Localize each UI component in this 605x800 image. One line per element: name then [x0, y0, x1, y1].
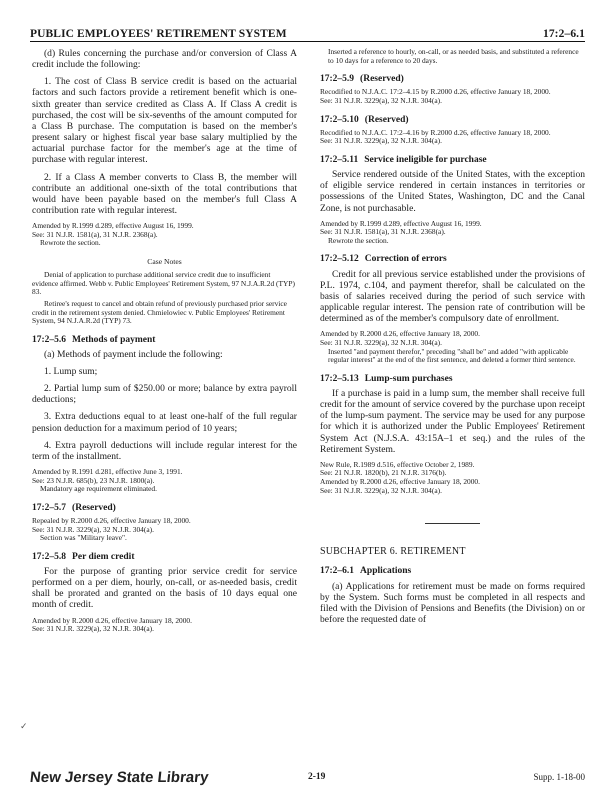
history-line: Amended by R.2000 d.26, effective January 18, 2000. [320, 477, 480, 487]
section-title: Methods of payment [72, 334, 156, 345]
section-title: (Reserved) [360, 74, 404, 85]
section-number: 17:2–5.9 [320, 74, 355, 85]
history-line: See: 31 N.J.R. 3229(a), 32 N.J.R. 304(a). [320, 485, 442, 495]
history-line: Section was "Military leave". [40, 533, 127, 543]
rule-item-1: 1. The cost of Class B service credit is based on the actuarial factors and such factors provide a retirement benefit which is one-sixth greater than service credited as Class A. If Class A credit is purchased, the cost will be six-sevenths of the amount computed for a Class B purchase. The computation is based on the member's present salary or highest fiscal year base salary multiplied by the actuarial purchase factor for the member's age at the time of purchase with regular interest. [32, 76, 297, 166]
history-note [320, 461, 585, 495]
list-item: 2. Partial lump sum of $250.00 or more; balance by extra payroll deductions; [32, 383, 297, 406]
subchapter-heading: SUBCHAPTER 6. RETIREMENT [320, 546, 466, 558]
paragraph: If a purchase is paid in a lump sum, the member shall receive full credit for the amount of service covered by the purchase upon receipt of the lump-sum payment. The service may be used for any purpose for which it is authorized under the Public Employees' Retirement System Act (N.J.S.A. 43:15A–1 et seq.) and the rules of the Retirement System. [320, 387, 585, 455]
history-line: Recodified to N.J.A.C. 17:2–4.15 by R.2000 d.26, effective January 18, 2000. [320, 87, 551, 97]
history-line: Amended by R.2000 d.26, effective January 18, 2000. [320, 329, 480, 339]
paragraph: Credit for all previous service established under the provisions of P.L. 1974, c.104, and payment therefor, shall be calculated on the basis of salaries received during the period of such service with applicable regular interest. The pension rate of contribution will be determined as of the member's compulsory date of enrollment. [320, 268, 585, 325]
section-heading [320, 74, 585, 85]
history-line: Amended by R.1999 d.289, effective August 16, 1999. [320, 218, 482, 228]
section-title: (Reserved) [364, 114, 409, 125]
section-heading [32, 335, 297, 346]
history-line: Amended by R.1991 d.281, effective June 3, 1991. [32, 467, 183, 477]
history-line: Mandatory age requirement eliminated. [40, 484, 157, 494]
history-line: See: 31 N.J.R. 3229(a), 32 N.J.R. 304(a). [32, 624, 154, 634]
list-item: 4. Extra payroll deductions will include regular interest for the term of the installment. [32, 439, 297, 462]
history-line: See: 31 N.J.R. 3229(a), 32 N.J.R. 304(a). [32, 524, 154, 534]
history-line: Recodified to N.J.A.C. 17:2–4.16 by R.2000 d.26, effective January 18, 2000. [320, 127, 551, 137]
case-notes-title: Case Notes [147, 256, 182, 266]
section-number: 17:2–6.1 [320, 566, 355, 577]
history-line: Rewrote the section. [40, 238, 101, 248]
section-number: 17:2–5.6 [32, 334, 67, 345]
paragraph: Service rendered outside of the United States, with the exception of eligible service rendered in certain instances in territories or possessions of the United States, Washington, DC and the Canal Zone, is not purchasable. [320, 169, 585, 214]
history-note [320, 220, 585, 246]
history-line: See: 31 N.J.R. 1581(a), 31 N.J.R. 2368(a). [320, 227, 446, 237]
history-line: Repealed by R.2000 d.26, effective January 18, 2000. [32, 516, 191, 526]
left-column [32, 48, 297, 634]
history-note [320, 330, 585, 364]
header-title: PUBLIC EMPLOYEES' RETIREMENT SYSTEM [30, 28, 287, 40]
history-note [32, 222, 297, 248]
section-heading [320, 374, 585, 385]
section-number: 17:2–5.11 [320, 154, 359, 165]
margin-mark-icon: ✓ [20, 721, 28, 731]
page-number: 2-19 [308, 772, 326, 782]
section-title: (Reserved) [72, 502, 116, 513]
section-number: 17:2–5.12 [320, 254, 359, 265]
history-line: Rewrote the section. [328, 235, 389, 245]
list-item: 1. Lump sum; [44, 366, 98, 377]
history-note [32, 617, 297, 634]
history-line: See: 21 N.J.R. 1820(b), 21 N.J.R. 3176(b). [320, 468, 447, 478]
paragraph: For the purpose of granting prior service credit for service performed on a per diem, hourly, on-call, or as-needed basis, credit shall be prorated and granted on the basis of 10 days equal one month of credit. [32, 565, 297, 611]
supplement-date: Supp. 1-18-00 [533, 772, 585, 782]
history-line: See: 31 N.J.R. 3229(a), 32 N.J.R. 304(a). [320, 337, 442, 347]
section-heading [320, 254, 585, 265]
list-item: 3. Extra deductions equal to at least one-half of the full regular pension deduction for a maximum period of 10 years; [32, 411, 297, 434]
history-line: Amended by R.1999 d.289, effective August 16, 1999. [32, 221, 194, 231]
section-number: 17:2–5.8 [32, 551, 67, 562]
case-note: Denial of application to purchase additional service credit due to insufficient evidence affirmed. Webb v. Public Employees' Retirement System, 97 N.J.A.R.2d (TYP) 83. [32, 270, 295, 297]
history-line: See: 31 N.J.R. 3229(a), 32 N.J.R. 304(a). [320, 136, 442, 146]
section-heading [32, 503, 297, 514]
section-number: 17:2–5.13 [320, 373, 359, 384]
page-footer [30, 767, 585, 787]
section-heading [320, 566, 585, 577]
history-line: Inserted "and payment therefor," preceding "shall be" and added "with applicable regular interest" at the end of the first sentence, and deleted a former third sentence. [328, 346, 576, 365]
section-title: Correction of errors [364, 254, 447, 265]
case-note: Retiree's request to cancel and obtain refund of previously purchased prior service credit in the retirement system denied. Chmielowiec v. Public Employees' Retirement System, 94 N.J.A.R.2d (TYP) 73. [32, 298, 287, 326]
running-header [30, 22, 585, 40]
section-divider [425, 523, 480, 524]
history-line: See: 31 N.J.R. 1581(a), 31 N.J.R. 2368(a). [32, 229, 158, 239]
section-number: 17:2–5.10 [320, 114, 359, 125]
section-number: 17:2–5.7 [32, 502, 67, 513]
right-column [320, 48, 585, 625]
paragraph: (a) Applications for retirement must be made on forms required by the System. Such forms must be completed in all respects and filed with the Division of Pensions and Benefits (the Division) on or before the requested date of [320, 580, 585, 625]
history-line: Inserted a reference to hourly, on-call, or as needed basis, and substituted a reference to 10 days for a reference to 20 days. [328, 47, 579, 65]
section-heading [320, 155, 585, 166]
section-heading [320, 115, 585, 126]
section-heading [32, 552, 297, 563]
library-stamp: New Jersey State Library [29, 768, 210, 786]
header-rule [30, 41, 585, 42]
section-title: Lump-sum purchases [364, 373, 453, 384]
section-title: Applications [360, 566, 412, 577]
header-section-ref: 17:2–6.1 [542, 28, 585, 40]
section-title: Per diem credit [72, 551, 135, 562]
history-note [32, 468, 297, 494]
section-title: Service ineligible for purchase [364, 154, 487, 165]
history-line: Amended by R.2000 d.26, effective January 18, 2000. [32, 615, 192, 625]
history-line: See: 23 N.J.R. 685(b), 23 N.J.R. 1800(a). [32, 475, 155, 485]
rule-item-2: 2. If a Class A member converts to Class B, the member will contribute an additional one-sixth of the total contributions that would have been payable based on the member's full Class A contribution rate with regular interest. [32, 171, 297, 217]
paragraph: (a) Methods of payment include the following: [44, 348, 223, 360]
history-line: See: 31 N.J.R. 3229(a), 32 N.J.R. 304(a). [320, 95, 442, 105]
paragraph-d: (d) Rules concerning the purchase and/or conversion of Class A credit include the following: [32, 48, 297, 71]
history-line: New Rule, R.1989 d.516, effective October 2, 1989. [320, 459, 475, 469]
